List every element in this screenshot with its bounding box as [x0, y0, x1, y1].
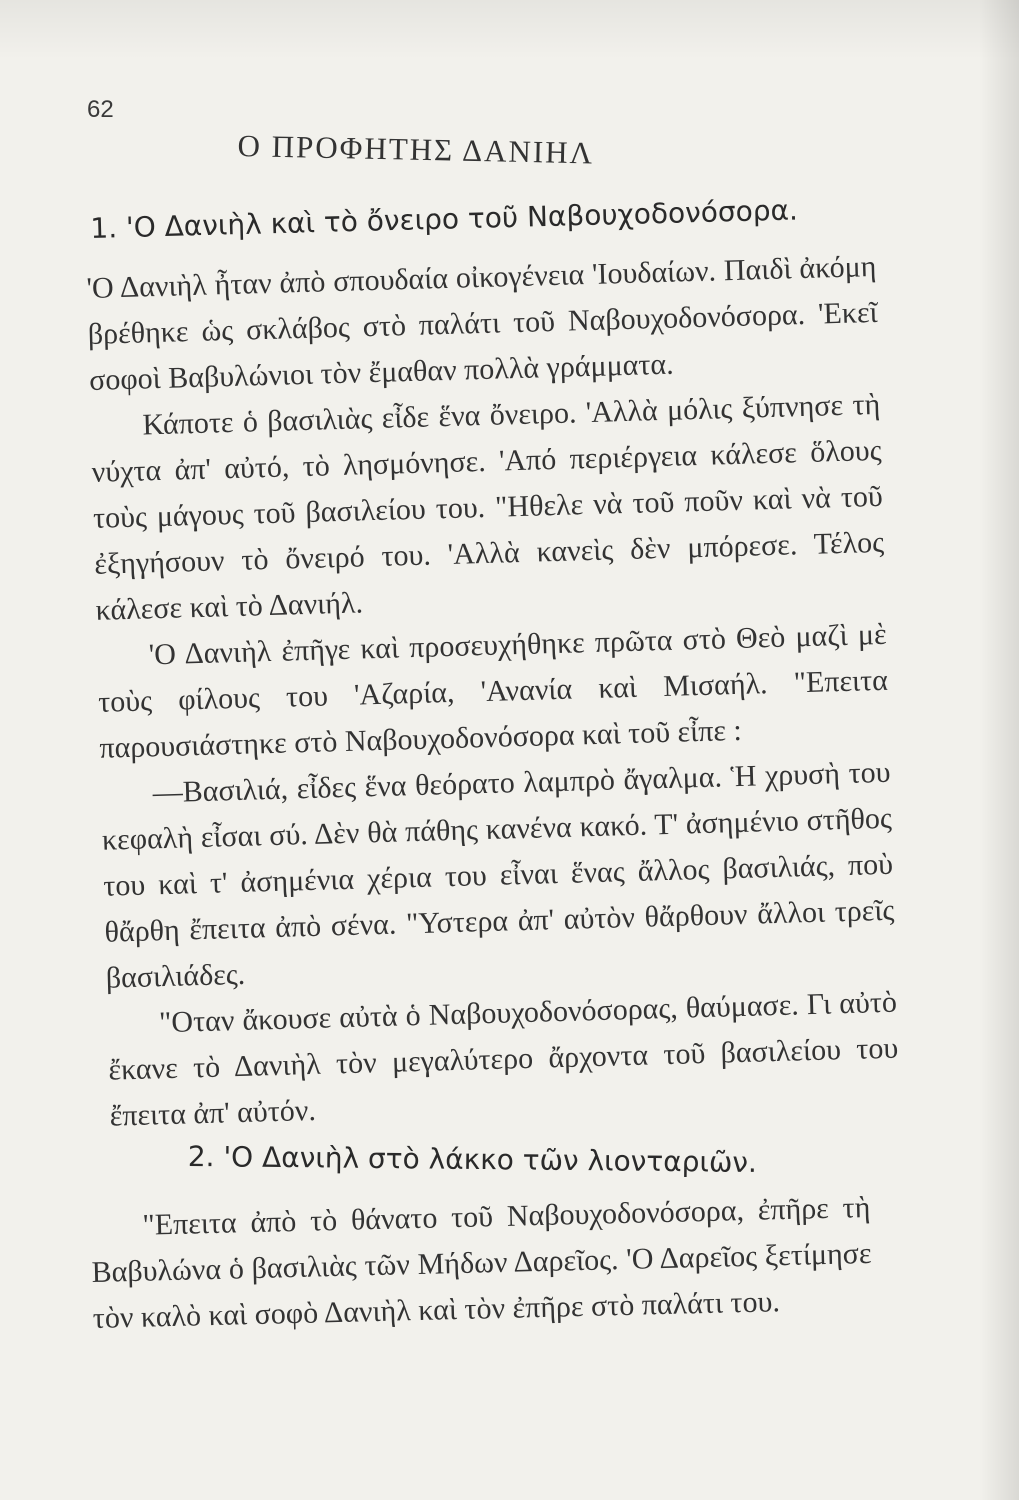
page-number: 62 [87, 96, 114, 123]
section-2-body [90, 1185, 873, 1342]
section-1-body [86, 244, 900, 1140]
section-1-paragraph-3: 'Ο Δανιὴλ ἐπῆγε καὶ προσευχήθηκε πρῶτα στὸ Θεὸ μαζὶ μὲ τοὺς φίλους του 'Αζαρία, 'Ανανία καὶ Μισαήλ. "Επειτα παρουσιάστηκε στὸ Ναβουχοδονόσορα καὶ τοῦ εἶπε : [97, 617, 889, 765]
section-1-heading: 1. 'Ο Δανιὴλ καὶ τὸ ὄνειρο τοῦ Ναβουχοδονόσορα. [90, 193, 799, 245]
section-1-paragraph-1: 'Ο Δανιὴλ ἦταν ἀπὸ σπουδαία οἰκογένεια 'Ιουδαίων. Παιδὶ ἀκόμη βρέθηκε ὡς σκλάβος στὸ παλάτι τοῦ Ναβουχοδονόσορα. 'Εκεῖ σοφοὶ Βαβυλώνιοι τὸν ἔμαθαν πολλὰ γράμματα. [86, 249, 879, 397]
section-1-paragraph-5: "Οταν ἄκουσε αὐτὰ ὁ Ναβουχοδονόσορας, θαύμασε. Γι αὐτὸ ἔκανε τὸ Δανιὴλ τὸν μεγαλύτερο ἄρχοντα τοῦ βασιλείου του ἔπειτα ἀπ' αὐτόν. [108, 985, 899, 1133]
section-1-paragraph-2: Κάποτε ὁ βασιλιὰς εἶδε ἕνα ὄνειρο. 'Αλλὰ μόλις ξύπνησε τὴ νύχτα ἀπ' αὐτό, τὸ λησμόνησε. 'Από περιέργεια κάλεσε ὅλους τοὺς μάγους τοῦ βασιλείου του. "Ηθελε νὰ τοῦ ποῦν καὶ νὰ τοῦ ἐξηγήσουν τὸ ὄνειρό του. 'Αλλὰ κανεὶς δὲν μπόρεσε. Τέλος κάλεσε καὶ τὸ Δανιήλ. [91, 387, 885, 627]
section-2-paragraph-1: "Επειτα ἀπὸ τὸ θάνατο τοῦ Ναβουχοδονόσορα, ἐπῆρε τὴ Βαβυλώνα ὁ βασιλιὰς τῶν Μήδων Δαρεῖος. 'Ο Δαρεῖος ξετίμησε τὸν καλὸ καὶ σοφὸ Δανιὴλ καὶ τὸν ἐπῆρε στὸ παλάτι του. [91, 1190, 872, 1335]
section-1-paragraph-4: —Βασιλιά, εἶδες ἕνα θεόρατο λαμπρὸ ἄγαλμα. Ἡ χρυσὴ του κεφαλὴ εἶσαι σύ. Δὲν θὰ πάθης κανένα κακό. Τ' ἀσημένιο στῆθος του καὶ τ' ἀσημένια χέρια του εἶναι ἕνας ἄλλος βασιλιάς, ποὺ θἄρθη ἔπειτα ἀπὸ σένα. "Υστερα ἀπ' αὐτὸν θἄρθουν ἄλλοι τρεῖς βασιλιάδες. [101, 755, 895, 995]
section-2-heading: 2. 'Ο Δανιὴλ στὸ λάκκο τῶν λιονταριῶν. [187, 1140, 758, 1179]
chapter-title: Ο ΠΡΟΦΗΤΗΣ ΔΑΝΙΗΛ [237, 128, 595, 171]
